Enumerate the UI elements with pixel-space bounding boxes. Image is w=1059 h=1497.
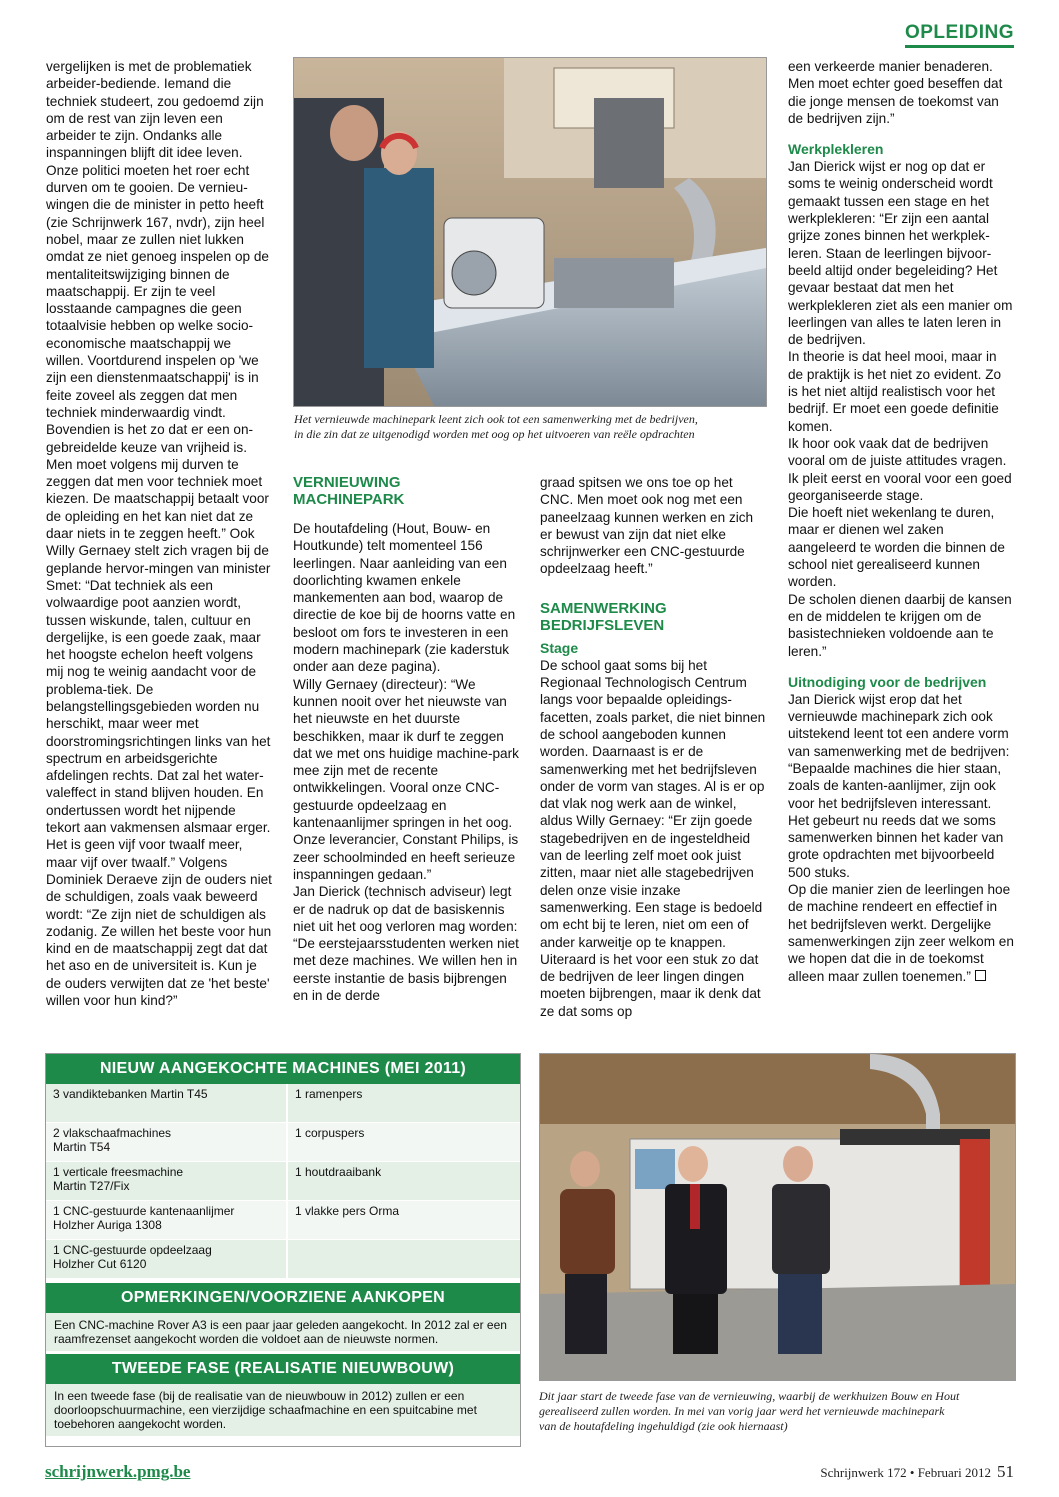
bottom-photo-caption: Dit jaar start de tweede fase van de vernieuwing, waarbij de werkhuizen Bouw en Hout gerealiseerd zullen worden. In mei van vorig jaar werd het vernieuwde machinepark van de houtafdeling ingehuldigd (zie ook hiernaast) — [539, 1389, 960, 1433]
remarks-text: Een CNC-machine Rover A3 is een paar jaar geleden aangekocht. In 2012 zal er een raamfrezenset aangekocht worden die voldoet aan de nieuwste normen. — [46, 1313, 520, 1351]
column-4-intro-text: een verkeerde manier benaderen. Men moet echter goed beseffen dat die jonge mensen de toekomst van de bedrijven zijn.” — [788, 59, 1003, 126]
phase-title: TWEEDE FASE (REALISATIE NIEUWBOUW) — [46, 1354, 520, 1384]
heading-samenwerking-bedrijfsleven: SAMENWERKING BEDRIJFSLEVEN — [540, 599, 667, 634]
heading-vernieuwing-machinepark: VERNIEUWING MACHINEPARK — [293, 474, 405, 508]
machines-info-box — [45, 1053, 521, 1447]
machines-row — [46, 1162, 520, 1201]
page-footer — [820, 1462, 1014, 1482]
machines-row — [46, 1084, 520, 1123]
article-column-2 — [293, 474, 519, 1004]
machine-left-cell: 1 verticale freesmachine Martin T27/Fix — [46, 1162, 287, 1201]
article-column-1 — [46, 58, 272, 1009]
machines-box-title: NIEUW AANGEKOCHTE MACHINES (MEI 2011) — [46, 1054, 520, 1084]
machine-left-cell: 2 vlakschaafmachines Martin T54 — [46, 1123, 287, 1162]
column-3-text: De school gaat soms bij het Regionaal Technologisch Centrum langs voor bepaalde opleidings-facetten, zoals parket, die niet binnen de school aangeboden kunnen worden. Daarnaast is er de samenwerking met het bedrijfsleven onder de vorm van stages. Al is er op dat vlak nog werk aan de winkel, aldus Willy Gernaey: “Er zijn goede stagebedrijven en de ingesteldheid van de leerling zelf moet ook juist zitten, maar niet alle stagebedrijven delen onze visie inzake samenwerking. Een stage is bedoeld om echt bij te leren, niet om een of ander karweitje op te knappen. Uiteraard is het voor een stuk zo dat de bedrijven de leer lingen dingen moeten bijbrengen, maar ik denk dat ze dat soms op — [540, 657, 766, 1019]
phase-text: In een tweede fase (bij de realisatie van de nieuwbouw in 2012) zullen er een doorloopschuurmachine, een vierzijdige schaafmachine en een spuitcabine met toebehoren aangekocht worden. — [46, 1384, 520, 1436]
column-4-text-uitnodiging: Jan Dierick wijst erop dat het vernieuwde machinepark zich ook uitstekend leent tot een andere vorm van samenwerking met de bedrijven: “Bepaalde machines die hier staan, zoals de kanten-aanlijmer, zijn ook voor het bedrijfsleven interessant. Het gebeurt nu reeds dat we soms samenwerken binnen het kader van grote opdrachten met bijvoorbeeld 500 stuks. Op die manier zien de leerlingen hoe de machine rendeert en effectief in het bedrijfsleven werkt. Dergelijke samenwerkingen zijn zeer welkom en we hopen dat die in de toekomst alleen maar zullen toenemen.” — [788, 691, 1014, 984]
machines-table — [46, 1084, 520, 1279]
column-2-text: De houtafdeling (Hout, Bouw- en Houtkunde) telt momenteel 156 leerlingen. Naar aanleiding van een doorlichting kwamen enkele mankementen aan bod, waarop de directie de koe bij de hoorns vatte en besloot om fors te investeren in een modern machinepark (zie kaderstuk onder aan deze pagina). Willy Gernaey (directeur): “We kunnen nooit over het nieuwste van het nieuwste en het duurste beschikken, maar ik durf te zeggen dat we met ons huidige machine-park mee zijn met de recente ontwikkelingen. Vooral onze CNC-gestuurde opdeelzaag en kantenaanlijmer springen in het oog. Onze leverancier, Constant Philips, is zeer schoolminded en heeft serieuze inspanningen gedaan.” Jan Dierick (technisch adviseur) legt er de nadruk op dat de basiskennis niet uit het oog verloren mag worden: “De eerstejaarsstudenten werken niet met deze machines. We willen hen in eerste instantie de basis bijbrengen en in de derde — [293, 521, 519, 1004]
website-link[interactable]: schrijnwerk.pmg.be — [45, 1462, 191, 1481]
machine-left-cell: 1 CNC-gestuurde opdeelzaag Holzher Cut 6120 — [46, 1240, 287, 1279]
article-column-4 — [788, 58, 1014, 985]
subheading-stage: Stage — [540, 639, 579, 656]
workshop-machine-photo — [293, 57, 767, 407]
machine-left-cell: 1 CNC-gestuurde kantenaanlijmer Holzher Auriga 1308 — [46, 1201, 287, 1240]
machines-row — [46, 1240, 520, 1279]
issue-info: Schrijnwerk 172 • Februari 2012 — [820, 1465, 991, 1480]
machine-right-cell: 1 ramenpers — [287, 1084, 520, 1123]
machine-right-cell: 1 corpuspers — [287, 1123, 520, 1162]
group-photo-image — [540, 1054, 1015, 1380]
top-photo-caption: Het vernieuwde machinepark leent zich ook tot een samenwerking met de bedrijven, in die zin dat ze uitgenodigd worden met oog op het uitvoeren van reële opdrachten — [294, 412, 698, 441]
end-of-article-mark — [975, 970, 986, 981]
subheading-werkplekleren: Werkplekleren — [788, 141, 884, 158]
machine-left-cell: 3 vandiktebanken Martin T45 — [46, 1084, 287, 1123]
article-column-3 — [540, 474, 766, 1020]
column-4-text-werkplekleren: Jan Dierick wijst er nog op dat er soms te weinig onderscheid wordt gemaakt tussen een stage en het werkplekleren: “Er zijn een aantal grijze zones binnen het werkplek-leren. Staan de leerlingen bijvoor-beeld altijd onder begeleiding? Het gevaar bestaat dat men het werkplekleren ziet als een manier om leerlingen van alles te laten leren in de bedrijven. In theorie is dat heel mooi, maar in de praktijk is het niet zo evident. Zo is het niet altijd realistisch voor het bedrijf. Er moet een goede definitie komen. Ik hoor ook vaak dat de bedrijven vooral om de juiste attitudes vragen. Ik pleit eerst en vooral voor een goed georganiseerde stage. Die hoeft niet wekenlang te duren, maar er dienen wel zaken aangeleerd te worden die binnen de school niet gerealiseerd kunnen worden. De scholen dienen daarbij de kansen en de middelen te krijgen om de basistechnieken voldoende aan te leren.” — [788, 159, 1013, 659]
section-tag: OPLEIDING — [905, 22, 1014, 48]
remarks-title: OPMERKINGEN/VOORZIENE AANKOPEN — [46, 1283, 520, 1313]
subheading-uitnodiging: Uitnodiging voor de bedrijven — [788, 673, 987, 690]
column-3-intro-text: graad spitsen we ons toe op het CNC. Men moet ook nog met een paneelzaag kunnen werken en zich er bewust van zijn dat niet elke schrijnwerker een CNC-gestuurde opdeelzaag heeft.” — [540, 475, 754, 577]
page-number: 51 — [997, 1462, 1014, 1481]
machine-right-cell: 1 vlakke pers Orma — [287, 1201, 520, 1240]
machine-right-cell: 1 houtdraaibank — [287, 1162, 520, 1201]
column-1-text: vergelijken is met de problematiek arbeider-bediende. Iemand die techniek studeert, zou gedoemd zijn om de rest van zijn leven een arbeider te zijn. Ondanks alle inspanningen blijft dit idee leven. Onze politici moeten het roer echt durven om te gooien. De vernieu-wingen die de minister in petto heeft (zie Schrijnwerk 167, nvdr), zijn heel nobel, maar ze zullen niet lukken omdat ze niet genoeg inspelen op de mentaliteitswijziging binnen de maatschappij. Er zijn te veel losstaande campagnes die geen totaalvisie hebben op welke socio-economische maatschappij we willen. Voortdurend inspelen op 'we zijn een dienstenmaatschappij' is in feite zoveel als zeggen dat men techniek minderwaardig vindt. Bovendien is het zo dat er een on-gebreidelde keuze van vrijheid is. Men moet volgens mij durven te zeggen dat men voor techniek moet kiezen. De maatschappij betaalt voor de opleiding en het kan niet dat ze daar niets in te zeggen heeft.” Ook Willy Gernaey stelt zich vragen bij de geplande hervor-mingen van minister Smet: “Dat techniek als een volwaardige poot aanzien wordt, tussen wiskunde, talen, cultuur en dergelijke, is een goede zaak, maar het hoogste echelon heeft volgens mij nog te weinig aandacht voor de problema-tiek. De belangstellingsgebieden worden nu herschikt, maar weer met doorstromingsrichtingen links van het spectrum en arbeidsgerichte afdelingen rechts. Dat zal het water-valeffect in stand blijven houden. En ondertussen wordt het nijpende tekort aan vakmensen alsmaar erger. Het is geen vijf voor twaalf meer, maar vijf over twaalf.” Volgens Dominiek Deraeve zijn de ouders niet de schuldigen, zoals vaak beweerd wordt: “Ze zijn niet de schuldigen als zodanig. Ze willen het beste voor hun kind en de maatschappij zegt dat dat het aso en de universiteit is. Kun je de ouders verwijten dat ze 'het beste' willen voor hun kind?” — [46, 59, 272, 1009]
group-photo — [539, 1053, 1016, 1381]
machines-row — [46, 1201, 520, 1240]
workshop-machine-image — [294, 58, 766, 406]
machine-right-cell — [287, 1240, 520, 1279]
machines-row — [46, 1123, 520, 1162]
